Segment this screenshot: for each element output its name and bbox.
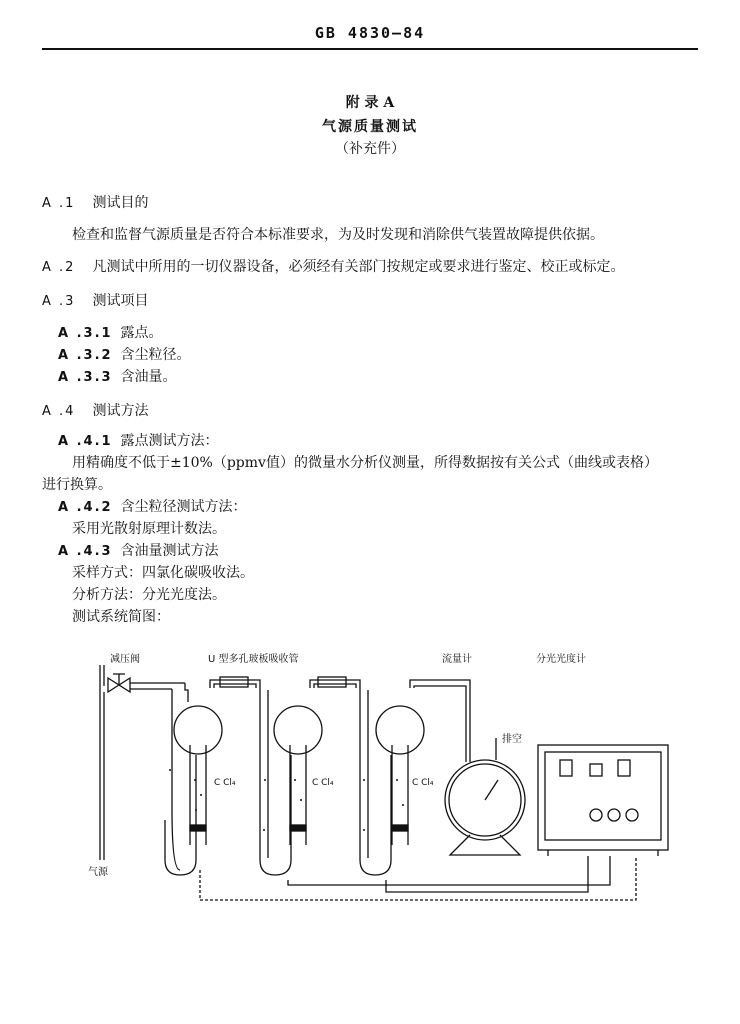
subsection-a42-body: 采用光散射原理计数法。 xyxy=(72,521,226,537)
subsection-number: A .4.3 xyxy=(58,544,113,559)
header-rule xyxy=(42,48,698,50)
label-spectrophotometer: 分光光度计 xyxy=(536,654,586,665)
subsection-a43-line3: 测试系统简图： xyxy=(72,609,170,625)
appendix-title: 气源质量测试 xyxy=(322,119,418,135)
subsection-text: 含油量。 xyxy=(120,369,177,385)
section-number: A .2 xyxy=(42,260,76,275)
section-number: A .1 xyxy=(42,196,76,211)
label-reducing-valve: 减压阀 xyxy=(110,654,140,665)
reducing-valve-icon xyxy=(108,674,130,692)
section-a1-body: 检查和监督气源质量是否符合本标准要求，为及时发现和消除供气装置故障提供依据。 xyxy=(72,227,604,243)
subsection-number: A .3.1 xyxy=(58,326,113,341)
subsection-a42 xyxy=(58,496,246,516)
subsection-a43-line1: 采样方式：四氯化碳吸收法。 xyxy=(72,565,254,581)
section-title: 测试目的 xyxy=(92,195,149,211)
label-flowmeter: 流量计 xyxy=(442,654,472,665)
section-a1 xyxy=(42,192,148,212)
subsection-number: A .4.1 xyxy=(58,434,113,449)
label-ccl4-1: C Cl₄ xyxy=(214,778,236,788)
section-a2 xyxy=(42,256,624,276)
section-title: 测试项目 xyxy=(92,293,149,309)
label-ccl4-2: C Cl₄ xyxy=(312,778,334,788)
section-number: A .3 xyxy=(42,294,76,309)
appendix-label: 附 录 A xyxy=(345,95,395,111)
document-header-code: GB 4830—84 xyxy=(314,24,426,42)
subsection-a43-line2: 分析方法：分光光度法。 xyxy=(72,587,226,603)
test-system-diagram xyxy=(0,630,740,930)
section-title: 测试方法 xyxy=(92,403,149,419)
label-exhaust: 排空 xyxy=(502,734,522,745)
subsection-text: 含尘粒径测试方法： xyxy=(120,499,247,515)
subsection-number: A .3.3 xyxy=(58,370,113,385)
subsection-text: 含尘粒径。 xyxy=(120,347,191,363)
subsection-number: A .4.2 xyxy=(58,500,113,515)
section-a3 xyxy=(42,290,148,310)
subsection-a41-line2: 进行换算。 xyxy=(42,477,112,493)
subsection-a41 xyxy=(58,430,218,450)
subsection-a31 xyxy=(58,322,162,342)
subsection-a32 xyxy=(58,344,190,364)
label-u-tube: U 型多孔玻板吸收管 xyxy=(208,654,299,665)
subsection-text: 露点测试方法： xyxy=(120,433,219,449)
label-gas-source: 气源 xyxy=(88,867,108,878)
section-text: 凡测试中所用的一切仪器设备，必须经有关部门按规定或要求进行鉴定、校正或标定。 xyxy=(92,259,625,275)
section-a4 xyxy=(42,400,148,420)
spectrophotometer-icon xyxy=(538,745,668,856)
source-pipe xyxy=(100,665,104,860)
appendix-subtitle: （补充件） xyxy=(335,141,405,157)
subsection-number: A .3.2 xyxy=(58,348,113,363)
flowmeter-icon xyxy=(445,738,525,855)
subsection-text: 含油量测试方法 xyxy=(120,543,219,559)
section-number: A .4 xyxy=(42,404,76,419)
subsection-text: 露点。 xyxy=(120,325,163,341)
subsection-a43 xyxy=(58,540,218,560)
label-ccl4-3: C Cl₄ xyxy=(412,778,434,788)
subsection-a41-line1: 用精确度不低于±10%（ppmv值）的微量水分析仪测量，所得数据按有关公式（曲线或表格） xyxy=(72,455,658,471)
subsection-a33 xyxy=(58,366,176,386)
